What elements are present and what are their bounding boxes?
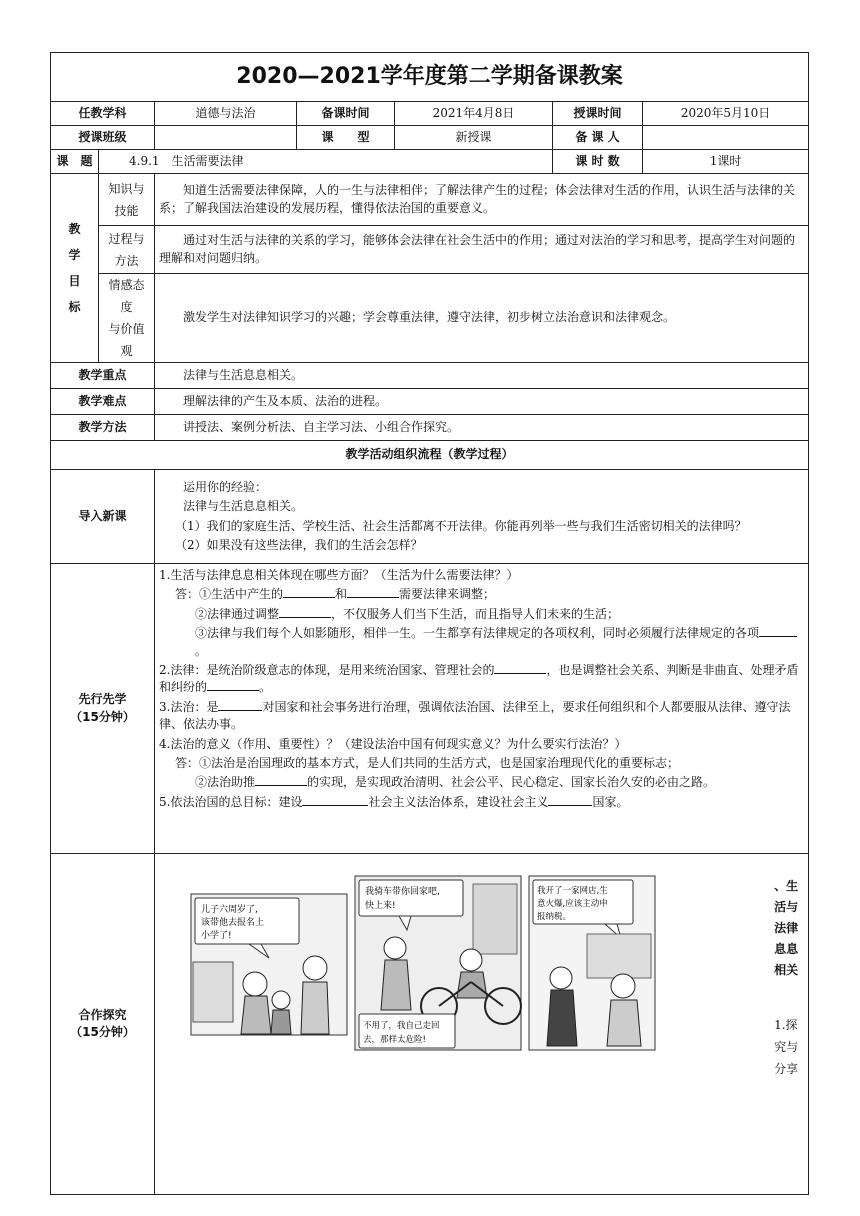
preparer-label: 备 课 人: [553, 126, 643, 150]
topic-label: 课 题: [51, 150, 99, 174]
key-point-label: 教学重点: [51, 363, 155, 389]
fill-blank[interactable]: [279, 607, 331, 618]
prep-time-value: 2021年4月8日: [395, 102, 553, 126]
type-value: 新授课: [395, 126, 553, 150]
bubble-text: 去，那样太危险!: [363, 1035, 426, 1045]
intro-line: 法律与生活息息相关。: [183, 499, 304, 514]
goal-label-process: 过程与 方法: [99, 226, 155, 274]
preview-q5: 5.依法治国的总目标：建设 社会主义法治体系，建设社会主义 国家。: [159, 794, 629, 809]
preview-a3: ③法律与我们每个人如影随形，相伴一生。一生都享有法律规定的各项权利，同时必须履行法律规定的各项。: [159, 624, 804, 661]
method-label: 教学方法: [51, 415, 155, 441]
fill-blank[interactable]: [207, 680, 259, 691]
key-point-text: 法律与生活息息相关。: [155, 363, 809, 389]
intro-line: （2）如果没有这些法律，我们的生活会怎样？: [175, 537, 423, 552]
lesson-plan-table: [50, 52, 809, 1195]
fill-blank[interactable]: [218, 700, 262, 711]
fill-blank[interactable]: [548, 795, 592, 806]
preview-a4-2: ②法治助推 的实现，是实现政治清明、社会公平、民心稳定、国家长治久安的必由之路。: [195, 775, 716, 790]
preview-a4-1: 答：①法治是治国理政的基本方式，是人们共同的生活方式，也是国家治理现代化的重要标志；: [175, 755, 680, 770]
intro-line: 运用你的经验：: [183, 479, 268, 494]
subject-label: 任教学科: [51, 102, 155, 126]
method-text: 讲授法、案例分析法、自主学习法、小组合作探究。: [155, 415, 809, 441]
comic-panel-tax: [527, 874, 657, 1052]
hours-value: 1课时: [643, 150, 809, 174]
preview-q2: 2.法律：是统治阶级意志的体现，是用来统治国家、管理社会的 ，也是调整社会关系、判断是非曲直、处理矛盾和纠纷的 。: [159, 662, 799, 695]
goal-text-process: 通过对生活与法律的关系的学习，能够体会法律在社会生活中的作用；通过对法治的学习和思考，提高学生对问题的理解和对问题归纳。: [155, 226, 809, 274]
intro-label: 导入新课: [51, 470, 155, 564]
coop-content: [155, 854, 809, 1195]
bubble-text: 小学了!: [201, 931, 232, 941]
fill-blank[interactable]: [494, 663, 546, 674]
bubble-text: 我开了一家网店,生: [537, 886, 608, 896]
coop-side-heading: 、生 活与 法律 息息 相关: [774, 879, 799, 977]
comic-panel-school-registration: [189, 892, 349, 1037]
bubble-text: 儿子六周岁了,: [201, 905, 258, 915]
difficulty-label: 教学难点: [51, 389, 155, 415]
fill-blank[interactable]: [283, 587, 335, 598]
bubble-text: 意火爆,应该主动申: [537, 899, 608, 909]
class-value: [155, 126, 297, 150]
coop-label: 合作探究 （15分钟）: [51, 854, 155, 1195]
preview-q4: 4.法治的意义（作用、重要性）？（建设法治中国有何现实意义？为什么要实行法治？）: [159, 736, 627, 751]
lesson-plan: [50, 52, 808, 1158]
fill-blank[interactable]: [302, 795, 368, 806]
bubble-text: 报纳税。: [537, 912, 572, 922]
difficulty-text: 理解法律的产生及本质、法治的进程。: [155, 389, 809, 415]
page-title: 2020—2021学年度第二学期备课教案: [51, 53, 809, 102]
fill-blank[interactable]: [255, 775, 307, 786]
preview-q3: 3.法治：是 对国家和社会事务进行治理，强调依法治国、法律至上，要求任何组织和个人都要服从法律、遵守法律、依法办事。: [159, 699, 791, 732]
teach-time-value: 2020年5月10日: [643, 102, 809, 126]
preview-a2: ②法律通过调整 ，不仅服务人们当下生活，而且指导人们未来的生活；: [195, 606, 620, 621]
process-title: 教学活动组织流程（教学过程）: [51, 441, 809, 470]
fill-blank[interactable]: [347, 587, 399, 598]
bubble-text: 不用了，我自己走回: [363, 1021, 440, 1031]
preview-content: [155, 564, 809, 854]
goal-text-knowledge: 知道生活需要法律保障，人的一生与法律相伴；了解法律产生的过程；体会法律对生活的作用，认识生活与法律的关系；了解我国法治建设的发展历程，懂得依法治国的重要意义。: [155, 174, 809, 226]
goal-label-knowledge: 知识与 技能: [99, 174, 155, 226]
goals-side-label: 教 学 目 标: [51, 174, 99, 363]
subject-value: 道德与法治: [155, 102, 297, 126]
bubble-text: 我骑车带你回家吧,: [365, 887, 440, 897]
prep-time-label: 备课时间: [297, 102, 395, 126]
hours-label: 课 时 数: [553, 150, 643, 174]
teach-time-label: 授课时间: [553, 102, 643, 126]
bubble-text: 快上来!: [365, 901, 396, 911]
class-label: 授课班级: [51, 126, 155, 150]
intro-line: （1）我们的家庭生活、学校生活、社会生活都离不开法律。你能再列举一些与我们生活密切相关的法律吗？: [175, 518, 747, 533]
coop-side-task: 1.探 究与 分享: [774, 1018, 799, 1076]
preview-a1: 答：①生活中产生的 和 需要法律来调整；: [175, 587, 496, 602]
type-label: 课 型: [297, 126, 395, 150]
comic-panel-bicycle: [353, 874, 523, 1052]
fill-blank[interactable]: [759, 626, 797, 637]
topic-value: 4.9.1 生活需要法律: [99, 150, 553, 174]
goal-text-attitude: 激发学生对法律知识学习的兴趣；学会尊重法律，遵守法律，初步树立法治意识和法律观念。: [155, 274, 809, 363]
preview-label: 先行先学 （15分钟）: [51, 564, 155, 854]
goal-label-attitude: 情感态度 与价值观: [99, 274, 155, 363]
preview-q1: 1.生活与法律息息相关体现在哪些方面？（生活为什么需要法律？）: [159, 568, 519, 582]
bubble-text: 该带他去报名上: [201, 918, 265, 928]
preparer-value: [643, 126, 809, 150]
intro-content: [155, 470, 809, 564]
